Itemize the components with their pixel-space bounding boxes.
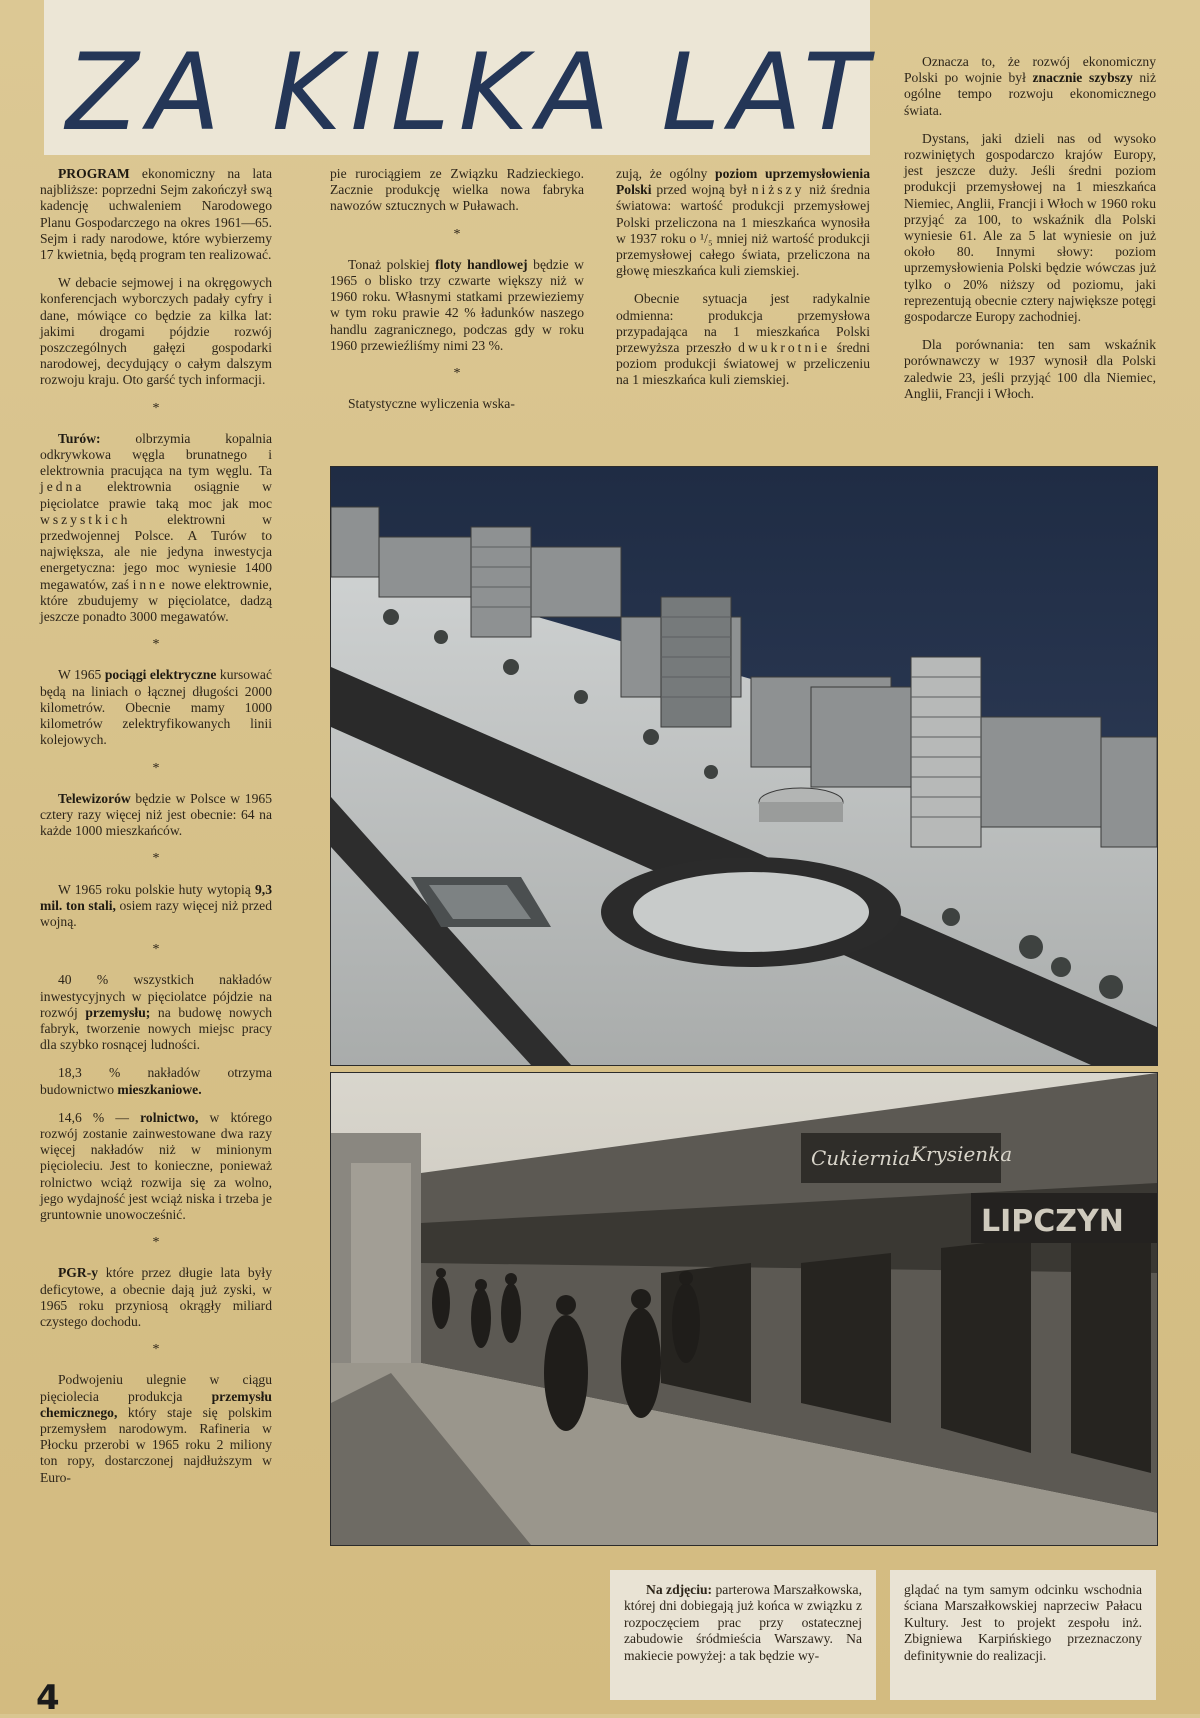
paragraph-tv: Telewizorów będzie w Polsce w 1965 cztery razy więcej niż jest obecnie: 64 na każde 1000 mieszkańców. (40, 790, 272, 839)
page-number: 4 (36, 1678, 60, 1718)
paragraph-industry: 40 % wszystkich nakładów inwestycyjnych w pięciolatce pójdzie na rozwój przemysłu; na budowę nowych fabryk, tworzenie nowych miejsc pracy dla szybko rosnącej ludności. (40, 972, 272, 1053)
paragraph-meaning: Oznacza to, że rozwój ekonomiczny Polski po wojnie był znacznie szybszy niż ogólne tempo rozwoju ekonomicznego świata. (904, 54, 1156, 118)
column-4 (904, 54, 1156, 414)
paragraph-housing: 18,3 % nakładów otrzyma budownictwo mieszkaniowe. (40, 1065, 272, 1097)
paragraph-fleet: Tonaż polskiej floty handlowej będzie w 1965 o blisko trzy czwarte większy niż w 1960 roku. Własnymi statkami przewieziemy w tym roku prawie 42 % ładunków naszego handlu zagranicznego, podczas gdy w roku 1960 przewieźliśmy nimi 23 %. (330, 256, 584, 353)
shop-sign-text-2: Krysienka (911, 1142, 1013, 1166)
photo-caption-right (890, 1570, 1156, 1700)
separator-star: * (152, 760, 160, 776)
paragraph-distance: Dystans, jaki dzieli nas od wysoko rozwiniętych gospodarczo krajów Europy, jest jeszcze duży. Jeśli średni poziom produkcji przemysłowej na 1 mieszkańca Niemiec, Anglii, Francji i Włoch w 1960 roku przyjąć za 100, to wskaźnik dla Polski wyniesie 61. Ale za 5 lat wyniesie on już około 80. Innymi słowy: poziom uprzemysłowienia Polski będzie wówczas już tylko o 20% niższy od poziomu, jaki reprezentują obecnie cztery największe potęgi gospodarcze Europy zachodniej. (904, 130, 1156, 325)
column-1 (40, 166, 272, 1498)
paragraph-trains: W 1965 pociągi elektryczne kursować będą na liniach o łącznej długości 2000 kilometrów. Obecnie mamy 1000 kilometrów zelektryfikowanych linii kolejowych. (40, 667, 272, 748)
shop-sign-text-3: LIPCZYN (981, 1204, 1124, 1239)
separator-star: * (453, 226, 461, 242)
caption-right-text: glądać na tym samym odcinku wschodnia ściana Marszałkowskiej naprzeciw Pałacu Kultury. Jest to projekt zespołu inż. Zbigniewa Karpińskiego przeznaczony definitywnie do realizacji. (904, 1582, 1142, 1663)
separator-star: * (152, 851, 160, 867)
separator-star: * (152, 637, 160, 653)
separator-star: * (453, 366, 461, 382)
paragraph-steel: W 1965 roku polskie huty wytopią 9,3 mil. ton stali, osiem razy więcej niż przed wojną. (40, 881, 272, 929)
paragraph-comparison: Dla porównania: ten sam wskaźnik porównawczy w 1937 wynosił dla Polski zaledwie 23, jeśli przyjąć 100 dla Niemiec, Anglii, Francji i Włoch. (904, 337, 1156, 401)
photo-caption-left (610, 1570, 876, 1700)
separator-star: * (152, 942, 160, 958)
model-illustration (331, 467, 1157, 1065)
separator-star: * (152, 1235, 160, 1251)
column-2 (330, 166, 584, 424)
paragraph-now: Obecnie sytuacja jest radykalnie odmienna: produkcja przemysłowa przypadająca na 1 mieszkańca Polski przewyższa przeszło dwukrotnie średni poziom produkcji światowej w przeliczeniu na 1 mieszkańca kuli ziemskiej. (616, 291, 871, 388)
architectural-model-photo (330, 466, 1158, 1066)
paragraph-industrialization: zują, że ogólny poziom uprzemysłowienia Polski przed wojną był niższy niż średnia światowa: wartość produkcji przemysłowej Polski przeliczona na 1 mieszkańca wynosiła w 1937 roku o ¹/₅ mniej niż wartość produkcji przemysłowej całego świata, przeliczona na głowę mieszkańca kuli ziemskiej. (616, 166, 870, 279)
separator-star: * (152, 1342, 160, 1358)
paragraph-stats: Statystyczne wyliczenia wska- (348, 396, 515, 412)
separator-star: * (152, 400, 160, 416)
paragraph-pipeline: pie rurociągiem ze Związku Radzieckiego. Zacznie produkcję wielka nowa fabryka nawozów sztucznych w Puławach. (330, 166, 584, 214)
street-photo (330, 1072, 1158, 1546)
page-title: ZA KILKA LAT (66, 31, 877, 154)
paragraph-agriculture: 14,6 % — rolnictwo, w którego rozwój zostanie zainwestowane dwa razy więcej nakładów niż w minionym pięcioleciu. Jest to konieczne, ponieważ rolnictwo wciąż rozwija się za wolno, jego wydajność jest wciąż niska i trzeba je gruntownie unowocześnić. (40, 1109, 272, 1222)
paragraph-program: PROGRAM ekonomiczny na lata najbliższe: poprzedni Sejm zakończył swą kadencję uchwaleniem Narodowego Planu Gospodarczego na okres 1961—65. Sejm i rady narodowe, które wybierzemy 17 kwietnia, będą program ten realizować. (40, 166, 272, 263)
paragraph-pgr: PGR-y które przez długie lata były deficytowe, a obecnie dają już zyski, w 1965 roku przyniosą okrągły miliard czystego dochodu. (40, 1265, 272, 1329)
paragraph-turow: Turów: olbrzymia kopalnia odkrywkowa węgla brunatnego i elektrownia pracująca na tym węglu. Ta jedna elektrownia osiągnie w pięciolatce prawie taką moc jak moc wszystkich elektrowni w przedwojennej Polsce. A Turów to największa, ale nie jedyna inwestycja energetyczna: jego moc wyniesie 1400 megawatów, zaś inne nowe elektrownie, które zbudujemy w pięciolatce, dadzą jeszcze ponadto 3000 megawatów. (40, 430, 272, 625)
street-illustration (331, 1073, 1157, 1545)
paragraph-debate: W debacie sejmowej i na okręgowych konferencjach wyborczych padały cyfry i dane, mówiące co będzie za kilka lat: jakimi drogami pójdzie rozwój poszczególnych gałęzi gospodarki narodowej, decydujący o całym dalszym rozwoju kraju. Oto garść tych informacji. (40, 275, 272, 388)
shop-sign-text-1: Cukiernia (811, 1146, 911, 1170)
caption-left-text: Na zdjęciu: parterowa Marszałkowska, której dni dobiegają już końca w związku z rozpoczęciem prac przy ostatecznej zabudowie śródmieścia Warszawy. Na makiecie powyżej: a tak będzie wy- (624, 1582, 862, 1663)
paragraph-chemical: Podwojeniu ulegnie w ciągu pięciolecia produkcja przemysłu chemicznego, który staje się polskim przemysłem narodowym. Rafineria w Płocku przerobi w 1965 roku 2 miliony ton ropy, dostarczonej najdłuższym w Euro- (40, 1372, 272, 1485)
column-3 (616, 166, 870, 401)
